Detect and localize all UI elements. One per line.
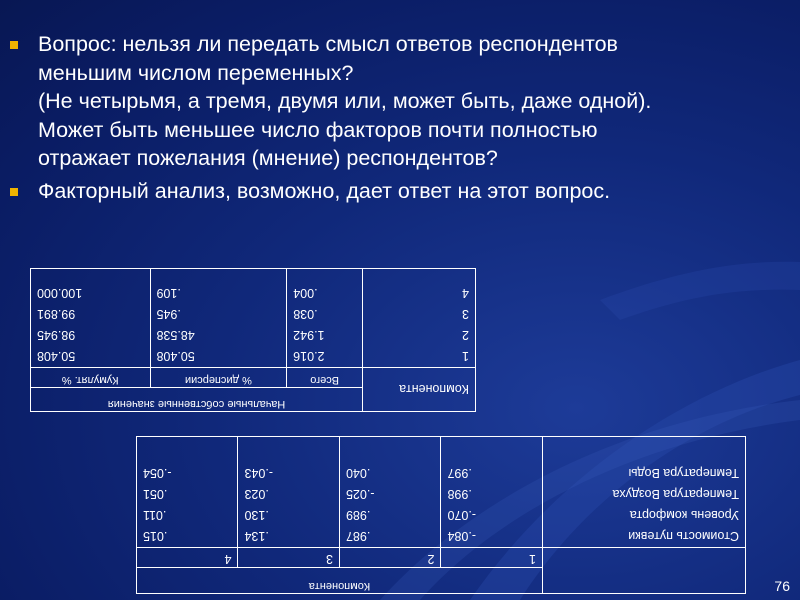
table-cell: .997 (447, 466, 472, 480)
component-matrix-table (136, 436, 746, 594)
table-cell: .945 (156, 307, 181, 321)
bullet-line: Факторный анализ, возможно, дает ответ на этот вопрос. (38, 178, 611, 203)
components-header: Компонента (137, 568, 543, 594)
table-cell: 2 (462, 328, 469, 342)
col-component-header: Компонента (363, 368, 476, 412)
bullet-line: отражает пожелания (мнение) респондентов? (38, 146, 498, 170)
component-number: 2 (340, 548, 442, 568)
component-number: 1 (441, 548, 543, 568)
component-4-cells (137, 437, 239, 548)
component-cells (363, 269, 476, 368)
row-label: Температура Воздуха (612, 487, 739, 501)
variance-cells (150, 269, 287, 368)
table-header-title: Начальные собственные значения (31, 388, 363, 412)
eigenvalues-table (30, 268, 476, 412)
row-label: Стоимость путевки (628, 529, 739, 543)
table-cell: 98.945 (37, 328, 76, 342)
component-1-cells (441, 437, 543, 548)
table-cell: 1.942 (293, 328, 325, 342)
total-cells (287, 269, 363, 368)
component-2-cells (340, 437, 442, 548)
table-cell: -.084 (447, 529, 476, 543)
table-cell: -.043 (244, 466, 273, 480)
table-cell: .051 (143, 487, 168, 501)
table-cell: 48.538 (156, 328, 195, 342)
col-variance-header: % дисперсии (150, 368, 287, 388)
table-cell: -.054 (143, 466, 172, 480)
col-cumulative-header: Кумулят. % (31, 368, 151, 388)
bullet-line: Вопрос: нельзя ли передать смысл ответов респондентов (38, 32, 618, 56)
table-cell: 4 (462, 286, 469, 300)
bullet-line: (Не четырьмя, а тремя, двумя или, может быть, даже одной). (38, 89, 652, 113)
component-3-cells (238, 437, 340, 548)
table-cell: .987 (346, 529, 371, 543)
table-cell: 1 (462, 349, 469, 363)
label-header-cell (543, 548, 746, 594)
component-number: 4 (137, 548, 239, 568)
bullet-line: Может быть меньшее число факторов почти полностью (38, 117, 598, 142)
table-cell: .109 (156, 286, 181, 300)
table-cell: -.070 (447, 508, 476, 522)
bullet-line: меньшим числом переменных? (38, 60, 354, 85)
table-cell: .023 (244, 487, 269, 501)
table-cell: .989 (346, 508, 371, 522)
table-cell: 100.000 (37, 286, 83, 300)
row-labels (543, 437, 746, 548)
table-cell: .015 (143, 529, 168, 543)
row-label: Температура Воды (628, 466, 739, 480)
bullet-list (8, 30, 788, 205)
table-cell: .011 (143, 508, 167, 522)
table-cell: 3 (462, 307, 469, 321)
table-cell: .040 (346, 466, 371, 480)
table-cell: -.025 (346, 487, 375, 501)
table-cell: 99.891 (37, 307, 76, 321)
bullet-question (8, 30, 788, 173)
table-cell: .998 (447, 487, 472, 501)
bullet-marker-icon (10, 41, 18, 49)
table-cell: 2.016 (293, 349, 325, 363)
bullet-answer (8, 177, 788, 206)
page-number: 76 (774, 578, 790, 594)
cumulative-cells (31, 269, 151, 368)
table-cell: .130 (244, 508, 269, 522)
table-cell: .038 (293, 307, 318, 321)
table-cell: 50.408 (156, 349, 195, 363)
component-number: 3 (238, 548, 340, 568)
bullet-marker-icon (10, 188, 18, 196)
table-cell: 50.408 (37, 349, 76, 363)
table-cell: .004 (293, 286, 318, 300)
row-label: Уровень комфорта (629, 508, 739, 522)
table-cell: .134 (244, 529, 269, 543)
col-total-header: Всего (287, 368, 363, 388)
